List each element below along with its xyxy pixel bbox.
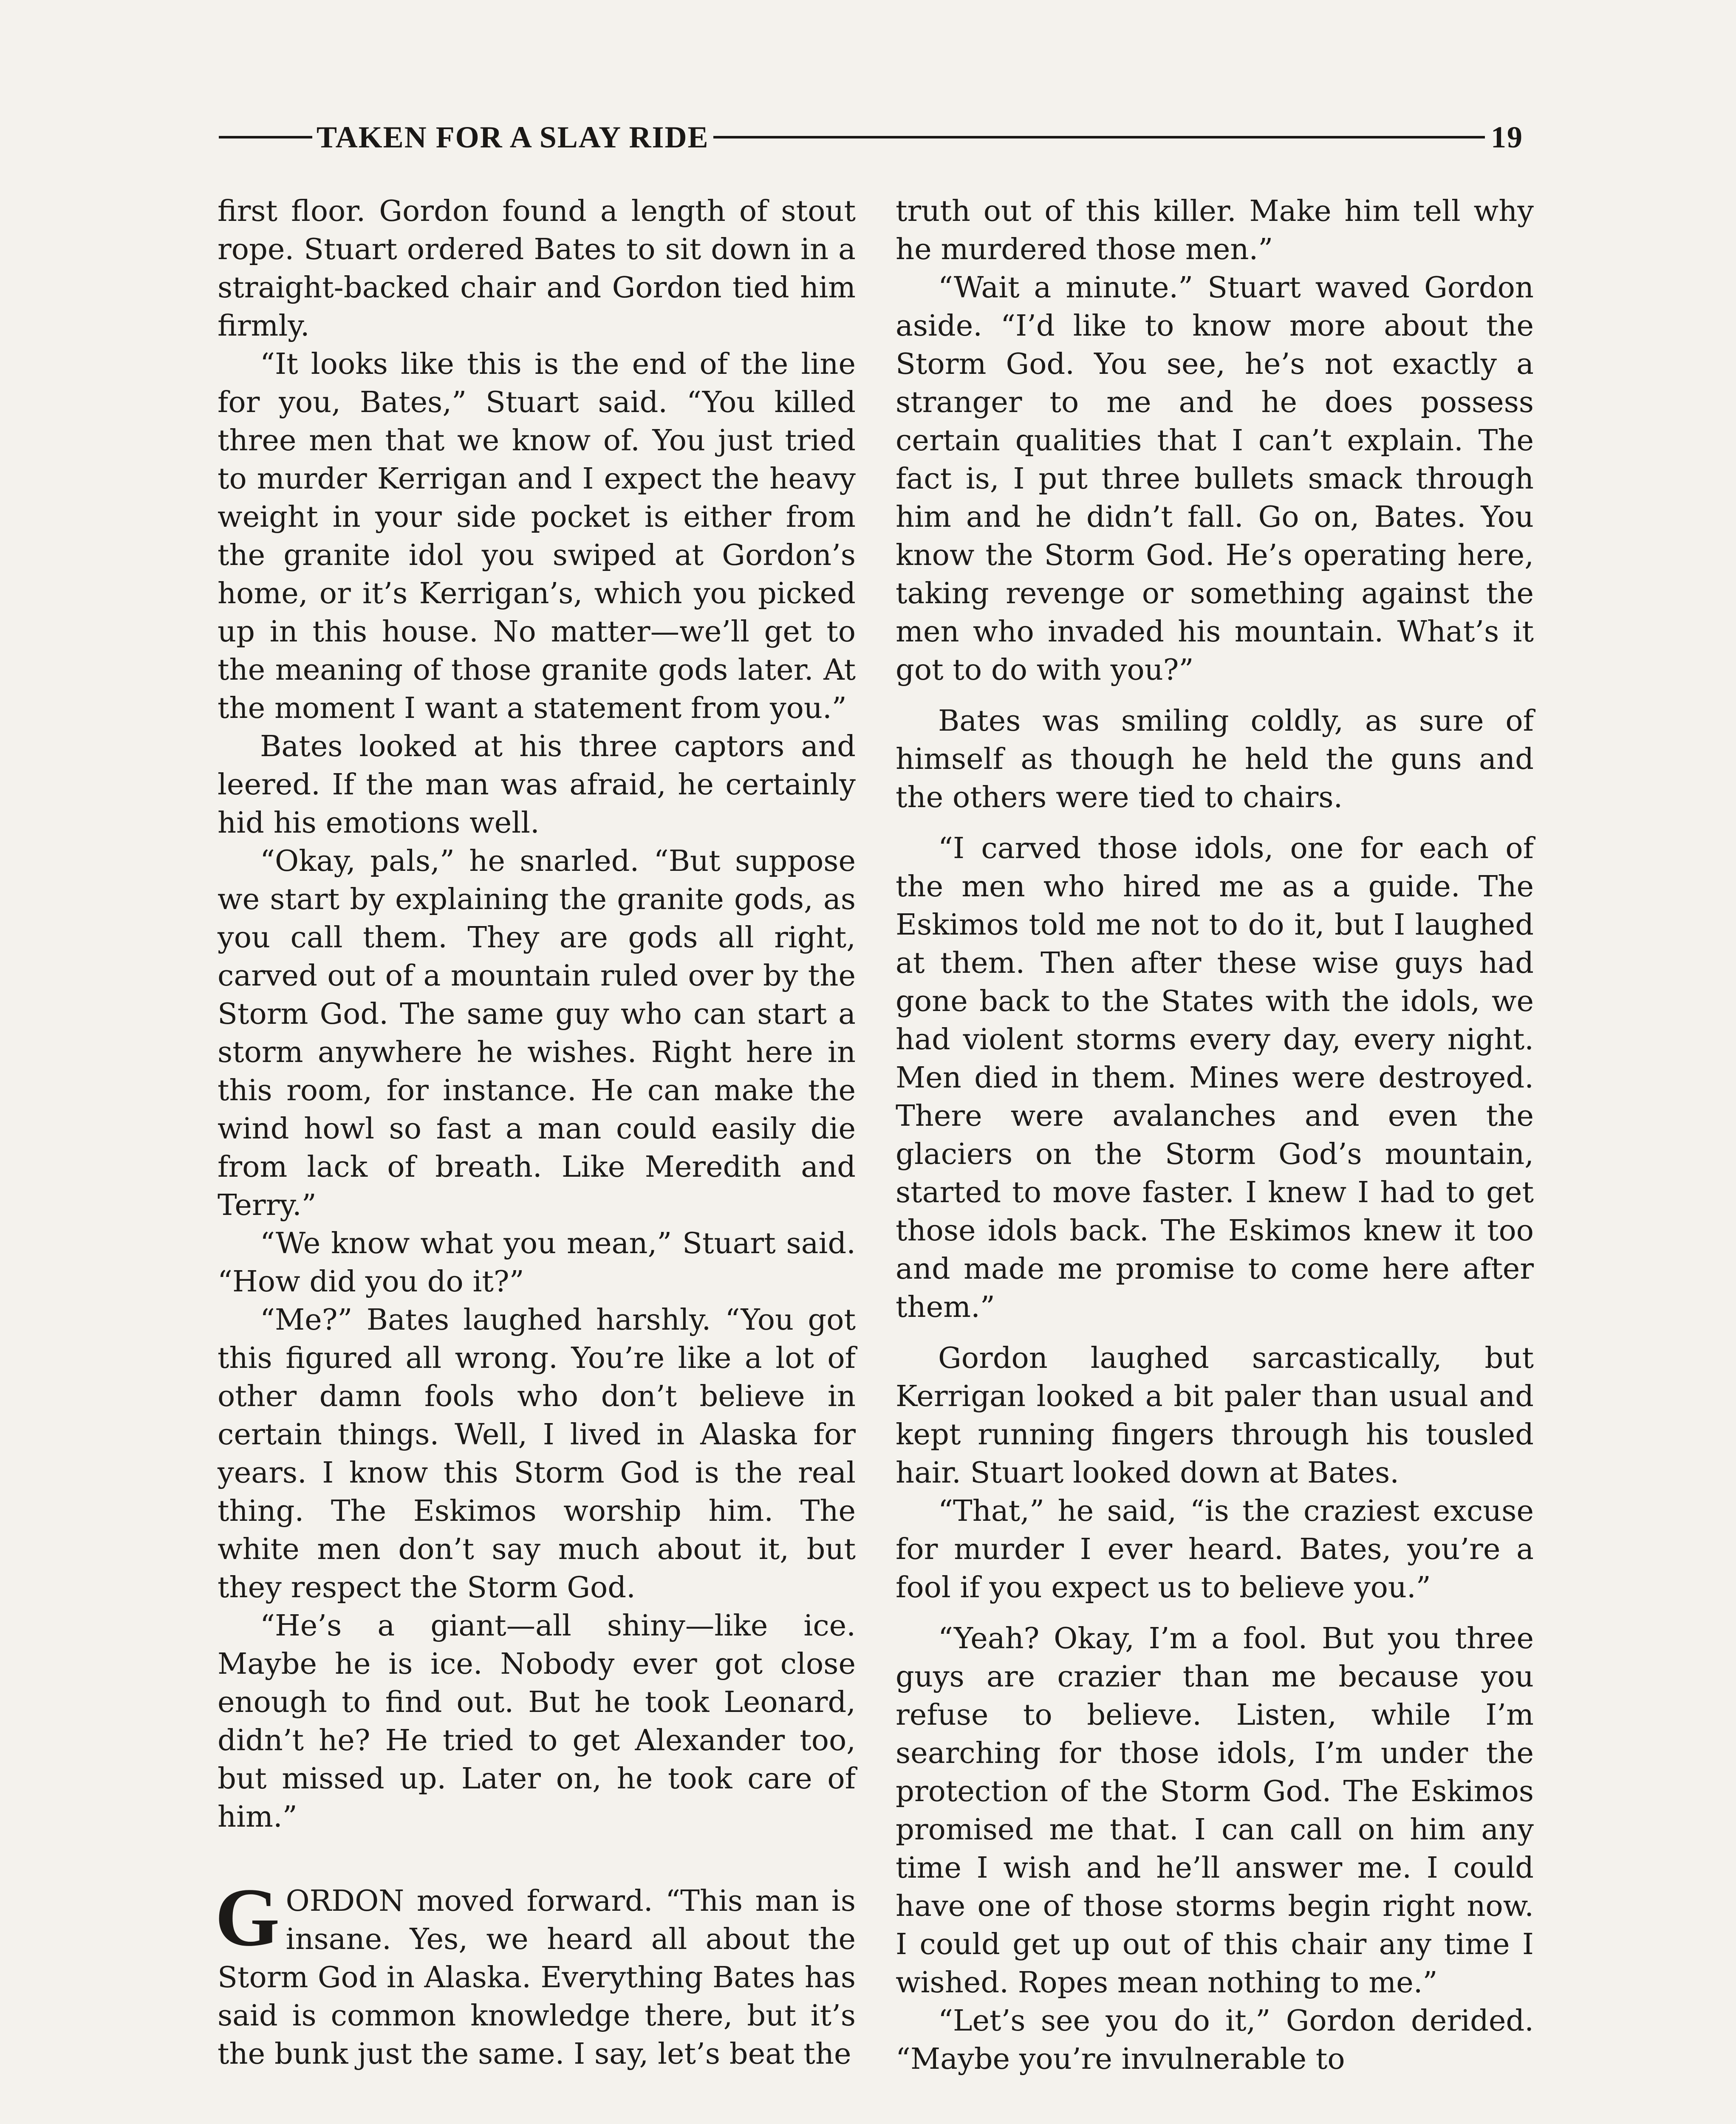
header-rule-left <box>219 136 312 138</box>
paragraph: “That,” he said, “is the craziest excuse for murder I ever heard. Bates, you’re a fool if you expect us to believe you.” <box>896 1494 1534 1604</box>
text-column-left <box>215 192 856 2073</box>
section-text: ORDON moved forward. “This man is insane. Yes, we heard all about the Storm God in Alaska. Everything Bates has said is common knowledge there, but it’s the bunk just the same. I say, let’s beat the <box>218 1884 856 2071</box>
section-paragraph <box>215 1871 856 2073</box>
paragraph: “He’s a giant—all shiny—like ice. Maybe he is ice. Nobody ever got close enough to find out. But he took Leonard, didn’t he? He tried to get Alexander too, but missed up. Later on, he took care of him.” <box>218 1609 856 1834</box>
page-number: 19 <box>1491 120 1523 154</box>
paragraph: truth out of this killer. Make him tell why he murdered those men.” <box>896 194 1534 266</box>
story-title: TAKEN FOR A SLAY RIDE <box>317 120 709 154</box>
text-column-right <box>896 192 1534 2078</box>
paragraph: “Okay, pals,” he snarled. “But suppose we start by explaining the granite gods, as you call them. They are gods all right, carved out of a mountain ruled over by the Storm God. The same guy who can start a storm anywhere he wishes. Right here in this room, for instance. He can make the wind howl so fast a man could easily die from lack of breath. Like Meredith and Terry.” <box>218 844 856 1222</box>
paragraph: first floor. Gordon found a length of stout rope. Stuart ordered Bates to sit down in a straight-backed chair and Gordon tied him firmly. <box>218 194 856 343</box>
paragraph: “Me?” Bates laughed harshly. “You got this figured all wrong. You’re like a lot of other damn fools who don’t believe in certain things. Well, I lived in Alaska for years. I know this Storm God is the real thing. The Eskimos worship him. The white men don’t say much about it, but they respect the Storm God. <box>218 1303 856 1604</box>
paragraph: “It looks like this is the end of the line for you, Bates,” Stuart said. “You killed three men that we know of. You just tried to murder Kerrigan and I expect the heavy weight in your side pocket is either from the granite idol you swiped at Gordon’s home, or it’s Kerrigan’s, which you picked up in this house. No matter—we’ll get to the meaning of those granite gods later. At the moment I want a statement from you.” <box>218 347 856 725</box>
header-rule-right <box>713 136 1485 138</box>
paragraph: Bates looked at his three captors and leered. If the man was afraid, he certainly hid his emotions well. <box>218 729 856 840</box>
paragraph: Bates was smiling coldly, as sure of himself as though he held the guns and the others were tied to chairs. <box>896 704 1534 814</box>
running-head <box>215 114 1523 161</box>
paragraph: “Yeah? Okay, I’m a fool. But you three guys are crazier than me because you refuse to believe. Listen, while I’m searching for those idols, I’m under the protection of the Storm God. The Eskimos promised me that. I can call on him any time I wish and he’ll answer me. I could have one of those storms begin right now. I could get up out of this chair any time I wished. Ropes mean nothing to me.” <box>896 1621 1534 2000</box>
paragraph: “We know what you mean,” Stuart said. “How did you do it?” <box>218 1226 856 1299</box>
paragraph: Gordon laughed sarcastically, but Kerrigan looked a bit paler than usual and kept running fingers through his tousled hair. Stuart looked down at Bates. <box>896 1341 1534 1490</box>
paragraph: “I carved those idols, one for each of the men who hired me as a guide. The Eskimos told me not to do it, but I laughed at them. Then after these wise guys had gone back to the States with the idols, we had violent storms every day, every night. Men died in them. Mines were destroyed. There were avalanches and even the glaciers on the Storm God’s mountain, started to move faster. I knew I had to get those idols back. The Eskimos knew it too and made me promise to come here after them.” <box>896 831 1534 1324</box>
paragraph: “Wait a minute.” Stuart waved Gordon aside. “I’d like to know more about the Storm God. You see, he’s not exactly a stranger to me and he does possess certain qualities that I can’t explain. The fact is, I put three bullets smack through him and he didn’t fall. Go on, Bates. You know the Storm God. He’s operating here, taking revenge or something against the men who invaded his mountain. What’s it got to do with you?” <box>896 271 1534 687</box>
paragraph: “Let’s see you do it,” Gordon derided. “Maybe you’re invulnerable to <box>896 2004 1534 2076</box>
drop-cap: G <box>215 1871 280 1963</box>
